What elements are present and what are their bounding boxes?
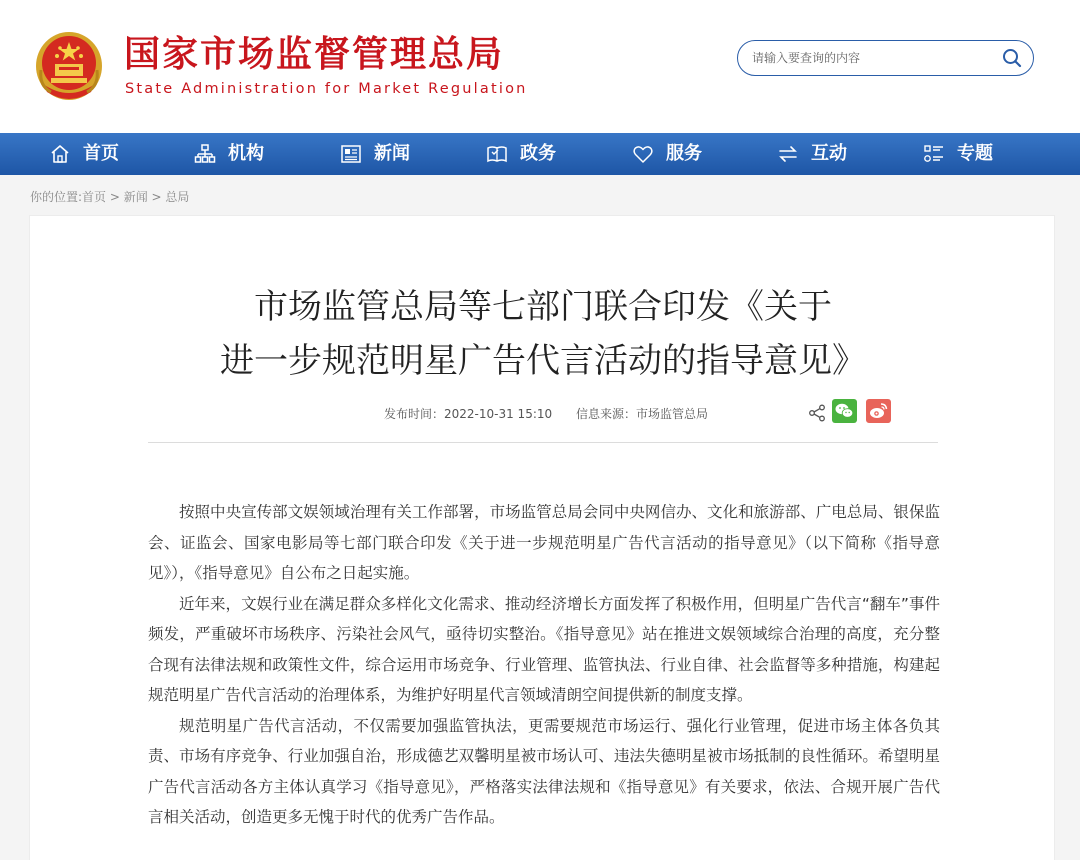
article-card bbox=[29, 215, 1055, 860]
wechat-glyph-icon bbox=[832, 399, 857, 423]
national-emblem-icon[interactable] bbox=[33, 26, 105, 102]
nav-item-news[interactable] bbox=[340, 133, 410, 175]
breadcrumb[interactable]: 你的位置:首页 > 新闻 > 总局 bbox=[30, 190, 190, 204]
nav-item-government[interactable] bbox=[486, 133, 556, 175]
paragraph: 按照中央宣传部文娱领域治理有关工作部署，市场监管总局会同中央网信办、文化和旅游部、广电总局、银保监会、证监会、国家电影局等七部门联合印发《关于进一步规范明星广告代言活动的指导意见》（以下简称《指导意见》），《指导意见》自公布之日起实施。 bbox=[148, 503, 940, 582]
home-icon bbox=[49, 143, 71, 165]
article-title-line1: 市场监管总局等七部门联合印发《关于 bbox=[254, 287, 832, 327]
news-icon bbox=[340, 143, 362, 165]
wechat-icon[interactable] bbox=[832, 399, 857, 423]
nav-item-interaction[interactable] bbox=[777, 133, 847, 175]
info-source: 信息来源：市场监管总局 bbox=[575, 407, 708, 421]
government-icon bbox=[486, 143, 508, 165]
publish-time: 发布时间：2022-10-31 15:10 bbox=[384, 407, 553, 421]
site-header bbox=[0, 0, 1080, 133]
nav-label-interaction: 互动 bbox=[811, 143, 847, 164]
nav-label-news: 新闻 bbox=[374, 143, 410, 164]
nav-label-government: 政务 bbox=[520, 143, 556, 164]
nav-label-services: 服务 bbox=[666, 143, 702, 164]
nav-item-services[interactable] bbox=[632, 133, 702, 175]
topics-icon bbox=[923, 143, 945, 165]
weibo-glyph-icon bbox=[866, 399, 891, 423]
article-title bbox=[30, 280, 1056, 388]
article-meta bbox=[384, 405, 728, 422]
title-divider bbox=[148, 442, 938, 443]
nav-label-topics: 专题 bbox=[957, 143, 993, 164]
nav-item-organization[interactable] bbox=[194, 133, 264, 175]
paragraph: 规范明星广告代言活动，不仅需要加强监管执法，更需要规范市场运行、强化行业管理，促进市场主体各负其责、市场有序竞争、行业加强自治，形成德艺双馨明星被市场认可、违法失德明星被市场抵制的良性循环。希望明星广告代言活动各方主体认真学习《指导意见》，严格落实法律法规和《指导意见》有关要求，依法、合规开展广告代言相关活动，创造更多无愧于时代的优秀广告作品。 bbox=[148, 716, 940, 826]
org-icon bbox=[194, 143, 216, 165]
weibo-icon[interactable] bbox=[866, 399, 891, 423]
nav-item-home[interactable] bbox=[49, 133, 119, 175]
share-icon[interactable] bbox=[808, 404, 826, 422]
search-input[interactable] bbox=[752, 41, 992, 74]
search-box bbox=[737, 40, 1034, 76]
nav-item-topics[interactable] bbox=[923, 133, 993, 175]
site-title[interactable]: 国家市场监督管理总局 bbox=[124, 34, 505, 75]
exchange-icon bbox=[777, 143, 799, 165]
article-body bbox=[148, 497, 940, 833]
site-subtitle: State Administration for Market Regulation bbox=[125, 81, 528, 97]
heart-icon bbox=[632, 143, 654, 165]
search-icon[interactable] bbox=[1001, 47, 1023, 69]
paragraph: 近年来，文娱行业在满足群众多样化文化需求、推动经济增长方面发挥了积极作用，但明星广告代言“翻车”事件频发，严重破坏市场秩序、污染社会风气，亟待切实整治。《指导意见》站在推进文娱领域综合治理的高度，充分整合现有法律法规和政策性文件，综合运用市场竞争、行业管理、监管执法、行业自律、社会监督等多种措施，构建起规范明星广告代言活动的治理体系，为维护好明星代言领域清朗空间提供新的制度支撑。 bbox=[148, 594, 940, 704]
main-nav bbox=[0, 133, 1080, 175]
nav-label-home: 首页 bbox=[83, 143, 119, 164]
article-title-line2: 进一步规范明星广告代言活动的指导意见》 bbox=[220, 341, 866, 381]
nav-label-organization: 机构 bbox=[228, 143, 264, 164]
